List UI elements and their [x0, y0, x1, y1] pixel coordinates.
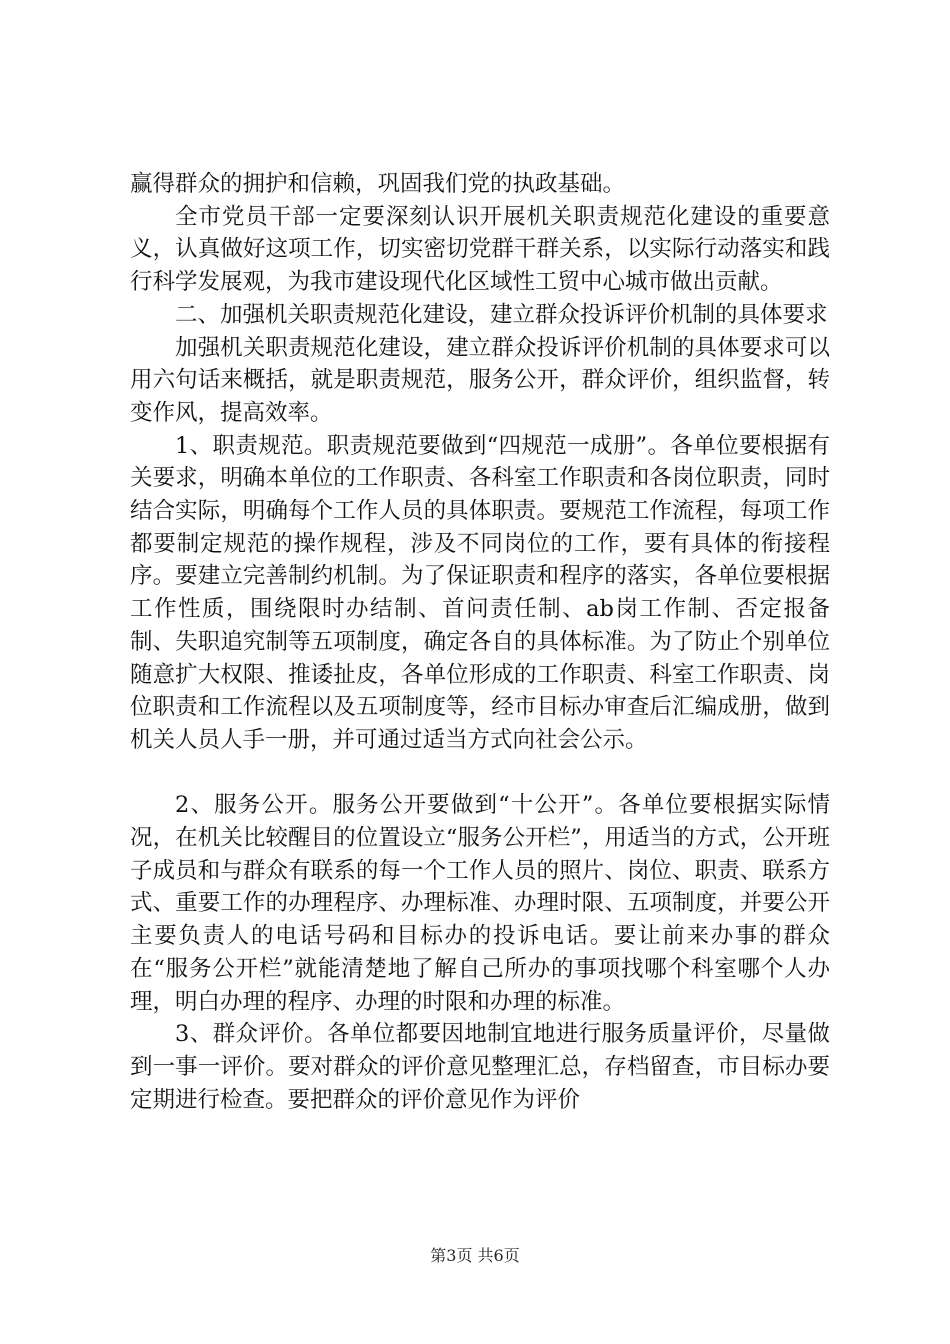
- paragraph-public-evaluation: 3、群众评价。各单位都要因地制宜地进行服务质量评价，尽量做到一事一评价。要对群众的评价意见整理汇总，存档留查，市目标办要定期进行检查。要把群众的评价意见作为评价: [130, 1021, 830, 1113]
- paragraph-gap: [130, 757, 830, 790]
- paragraph-duty-standard: 1、职责规范。职责规范要做到“四规范一成册”。各单位要根据有关要求，明确本单位的工作职责、各科室工作职责和各岗位职责，同时结合实际，明确每个工作人员的具体职责。要规范工作流程，每项工作都要制定规范的操作规程，涉及不同岗位的工作，要有具体的衔接程序。要建立完善制约机制。为了保证职责和程序的落实，各单位要根据工作性质，围绕限时办结制、首问责任制、ab岗工作制、否定报备制、失职追究制等五项制度，确定各自的具体标准。为了防止个别单位随意扩大权限、推诿扯皮，各单位形成的工作职责、科室工作职责、岗位职责和工作流程以及五项制度等，经市目标办审查后汇编成册，做到机关人员人手一册，并可通过适当方式向社会公示。: [130, 432, 830, 753]
- paragraph-six-sentences: 加强机关职责规范化建设，建立群众投诉评价机制的具体要求可以用六句话来概括，就是职责规范，服务公开，群众评价，组织监督，转变作风，提高效率。: [130, 334, 830, 426]
- paragraph-continuation: 赢得群众的拥护和信赖，巩固我们党的执政基础。: [130, 171, 626, 197]
- paragraph-service-open: 2、服务公开。服务公开要做到“十公开”。各单位要根据实际情况，在机关比较醒目的位置设立“服务公开栏”，用适当的方式，公开班子成员和与群众有联系的每一个工作人员的照片、岗位、职责、联系方式、重要工作的办理程序、办理标准、办理时限、五项制度，并要公开主要负责人的电话号码和目标办的投诉电话。要让前来办事的群众在“服务公开栏”就能清楚地了解自己所办的事项找哪个科室哪个人办理，明白办理的程序、办理的时限和办理的标准。: [130, 792, 830, 1015]
- document-body: [130, 168, 830, 1116]
- paragraph-significance: 全市党员干部一定要深刻认识开展机关职责规范化建设的重要意义，认真做好这项工作，切实密切党群干群关系，以实际行动落实和践行科学发展观，为我市建设现代化区域性工贸中心城市做出贡献。: [130, 203, 830, 296]
- section-heading-requirements: 二、加强机关职责规范化建设，建立群众投诉评价机制的具体要求: [175, 301, 828, 328]
- page-footer: 第3页 共6页: [430, 1246, 520, 1265]
